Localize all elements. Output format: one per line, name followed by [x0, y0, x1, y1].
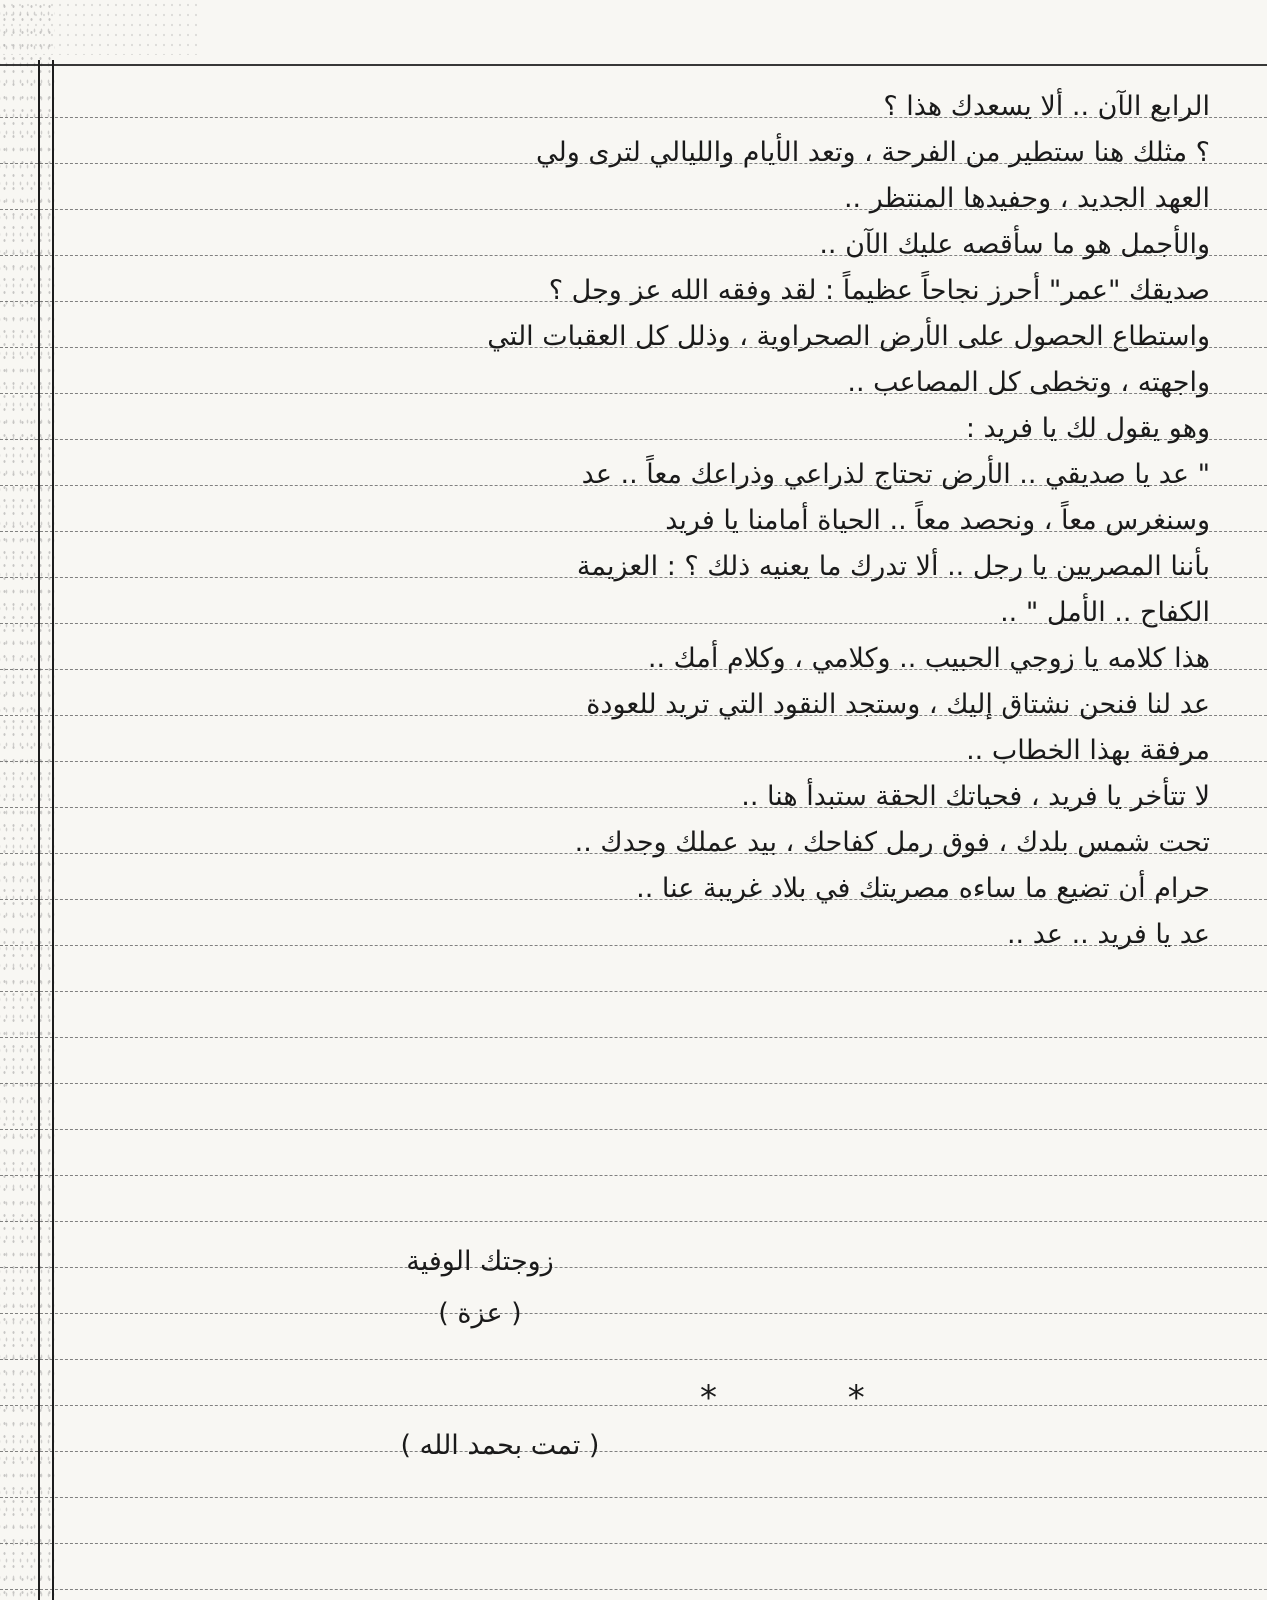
letter-line: صديقك "عمر" أحرز نجاحاً عظيماً : لقد وفقه الله عز وجل ؟	[548, 275, 1210, 306]
rule-line	[0, 1359, 1267, 1360]
signature-name: ( عزة )	[438, 1298, 522, 1329]
letter-line: " عد يا صديقي .. الأرض تحتاج لذراعي وذراعك معاً .. عد	[581, 459, 1210, 490]
top-edge-noise	[0, 0, 200, 55]
letter-line: الرابع الآن .. ألا يسعدك هذا ؟	[883, 91, 1210, 122]
letter-line: حرام أن تضيع ما ساءه مصريتك في بلاد غريبة عنا ..	[636, 873, 1210, 904]
letter-line: هذا كلامه يا زوجي الحبيب .. وكلامي ، وكلام أمك ..	[647, 643, 1210, 674]
rule-line	[0, 1083, 1267, 1084]
letter-line: لا تتأخر يا فريد ، فحياتك الحقة ستبدأ هنا ..	[741, 781, 1210, 812]
letter-line: وهو يقول لك يا فريد :	[965, 413, 1210, 444]
letter-line: عد لنا فنحن نشتاق إليك ، وستجد النقود التي تريد للعودة	[586, 689, 1210, 720]
rule-line	[0, 1543, 1267, 1544]
letter-line: مرفقة بهذا الخطاب ..	[966, 735, 1210, 766]
letter-line: عد يا فريد .. عد ..	[1006, 919, 1210, 950]
top-rule	[0, 64, 1267, 66]
rule-line	[0, 1129, 1267, 1130]
separator-stars: * *	[700, 1378, 925, 1418]
rule-line	[0, 1175, 1267, 1176]
signature-line: زوجتك الوفية	[406, 1246, 554, 1277]
rule-line	[0, 1037, 1267, 1038]
letter-line: واستطاع الحصول على الأرض الصحراوية ، وذلل كل العقبات التي	[487, 321, 1210, 352]
letter-line: وسنغرس معاً ، ونحصد معاً .. الحياة أمامنا يا فريد	[665, 505, 1210, 536]
closing-line: ( تمت بحمد الله )	[400, 1430, 600, 1461]
letter-line: ؟ مثلك هنا ستطير من الفرحة ، وتعد الأيام والليالي لترى ولي	[536, 137, 1210, 168]
letter-line: بأننا المصريين يا رجل .. ألا تدرك ما يعنيه ذلك ؟ : العزيمة	[576, 551, 1210, 582]
letter-line: واجهته ، وتخطى كل المصاعب ..	[847, 367, 1210, 398]
letter-line: تحت شمس بلدك ، فوق رمل كفاحك ، بيد عملك وجدك ..	[574, 827, 1210, 858]
rule-line	[0, 1405, 1267, 1406]
rule-line	[0, 1589, 1267, 1590]
left-edge-noise	[0, 0, 55, 1600]
letter-line: والأجمل هو ما سأقصه عليك الآن ..	[819, 229, 1210, 260]
rule-line	[0, 991, 1267, 992]
margin-line-outer	[38, 60, 40, 1600]
letter-line: العهد الجديد ، وحفيدها المنتظر ..	[843, 183, 1210, 214]
rule-line	[0, 1497, 1267, 1498]
rule-line	[0, 1221, 1267, 1222]
margin-line-inner	[52, 60, 54, 1600]
letter-line: الكفاح .. الأمل " ..	[1000, 597, 1210, 628]
